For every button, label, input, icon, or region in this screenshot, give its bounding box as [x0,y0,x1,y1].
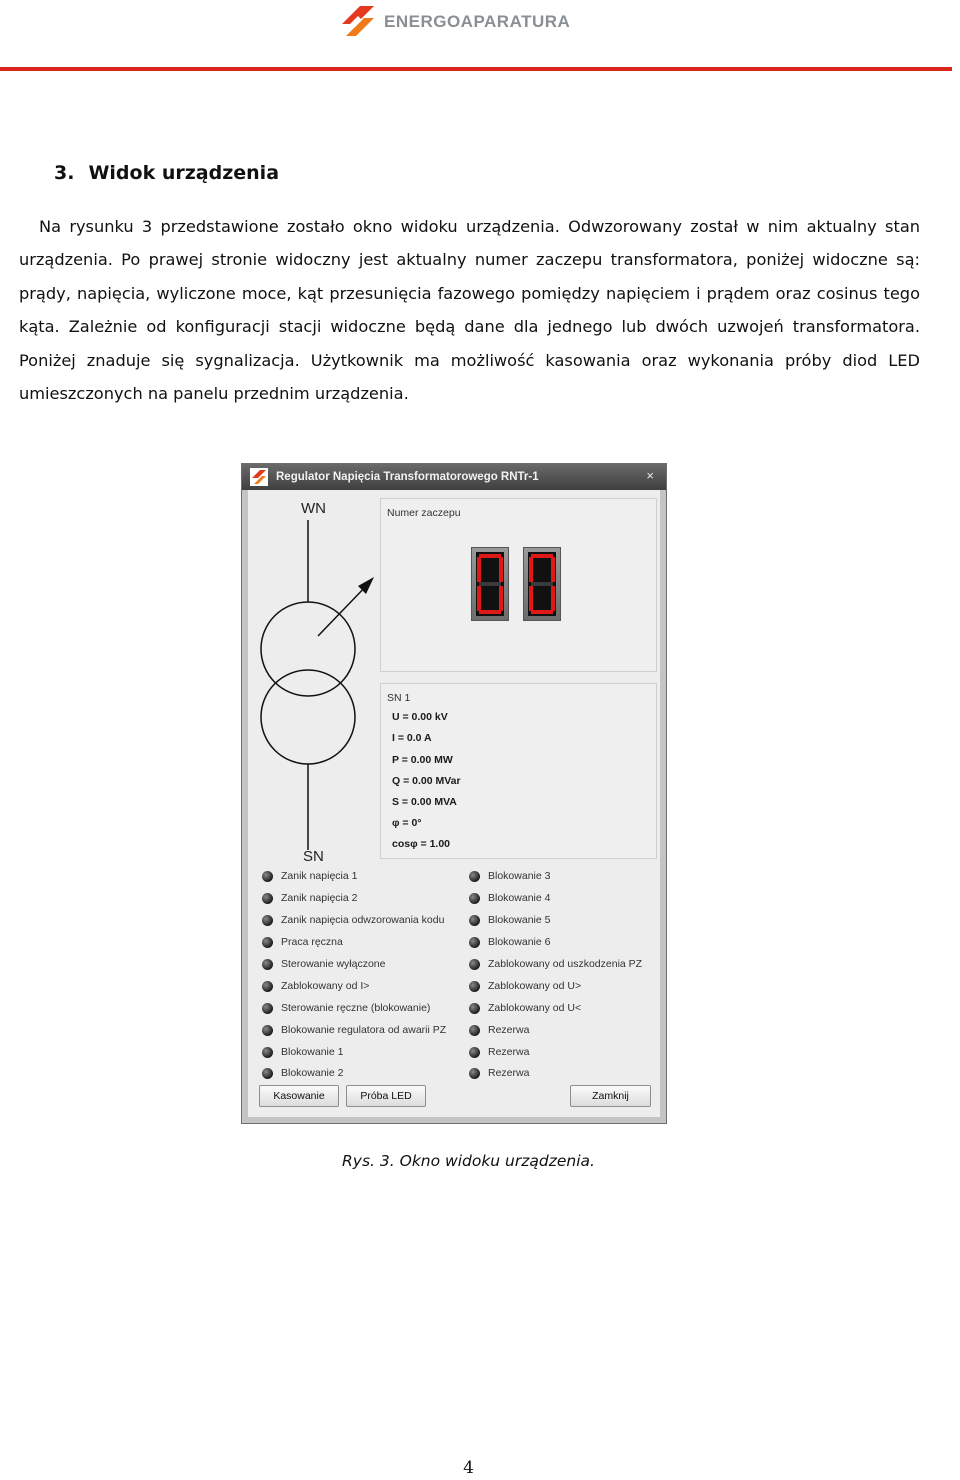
led-icon [262,871,273,882]
page-number: 4 [463,1458,474,1478]
window-titlebar [242,464,666,490]
led-label: Zablokowany od uszkodzenia PZ [488,958,643,970]
led-label: Blokowanie 1 [281,1046,344,1058]
seven-segment-icon [472,548,508,620]
reset-button[interactable]: Kasowanie [259,1085,339,1107]
led-label: Zanik napięcia 2 [281,892,358,904]
phase-angle-value: φ = 0° [392,817,422,829]
led-indicator [262,913,444,927]
apparent-power-value: S = 0.00 MVA [392,796,457,808]
led-test-button[interactable]: Próba LED [346,1085,426,1107]
app-icon [250,468,268,486]
section-heading [54,162,279,184]
hv-side-label: WN [301,500,326,517]
led-indicator [469,979,581,993]
led-indicator [469,869,550,883]
close-icon[interactable]: × [646,468,654,483]
section-number: 3. [54,162,75,184]
led-indicator [262,1045,343,1059]
led-indicator [469,935,550,949]
led-icon [469,1003,480,1014]
window-title: Regulator Napięcia Transformatorowego RNTr-1 [276,471,539,483]
led-icon [469,981,480,992]
led-label: Rezerwa [488,1024,530,1036]
device-view-window [241,463,667,1124]
transformer-symbol-icon [248,490,388,870]
led-icon [262,1068,273,1079]
tap-digit-tens [471,547,509,621]
led-label: Sterowanie wyłączone [281,958,386,970]
led-label: Blokowanie 3 [488,870,551,882]
led-icon [262,915,273,926]
led-icon [469,871,480,882]
sn1-measurements-group [380,683,657,859]
led-icon [262,893,273,904]
tap-group-title: Numer zaczepu [387,507,461,519]
led-indicator [262,1066,343,1080]
led-label: Blokowanie 2 [281,1067,344,1079]
led-label: Zanik napięcia odwzorowania kodu [281,914,445,926]
led-indicator [469,1001,581,1015]
led-icon [262,1047,273,1058]
mv-side-label: SN [303,848,324,865]
reactive-power-value: Q = 0.00 MVar [392,775,461,787]
led-indicator [469,913,550,927]
body-text [19,210,920,410]
led-indicator [262,891,357,905]
header-rule [0,67,952,71]
led-icon [469,1068,480,1079]
led-icon [469,915,480,926]
led-icon [262,1025,273,1036]
led-indicator [469,957,642,971]
led-indicator [262,1001,430,1015]
power-factor-value: cosφ = 1.00 [392,838,451,850]
voltage-value: U = 0.00 kV [392,711,448,723]
body-paragraph: Na rysunku 3 przedstawione zostało okno widoku urządzenia. Odwzorowany został w nim aktualny stan urządzenia. Po prawej stronie widoczny jest aktualny numer zaczepu transformatora, poniżej widoczne są: prądy, napięcia, wyliczone moce, kąt przesunięcia fazowego pomiędzy napięciem i prądem oraz cosinus tego kąta. Zależnie od konfiguracji stacji widoczne będą dane dla jednego lub dwóch uzwojeń transformatora. Poniżej znaduje się sygnalizacja. Użytkownik ma możliwość kasowania oraz wykonania próby diod LED umieszczonych na panelu przednim urządzenia. [19,217,920,404]
tap-digit-units [523,547,561,621]
led-label: Zablokowany od U> [488,980,582,992]
led-icon [469,1025,480,1036]
led-indicator [262,957,385,971]
led-label: Zablokowany od U< [488,1002,582,1014]
led-icon [469,959,480,970]
active-power-value: P = 0.00 MW [392,754,453,766]
led-label: Zablokowany od I> [281,980,370,992]
led-label: Blokowanie regulatora od awarii PZ [281,1024,447,1036]
led-label: Zanik napięcia 1 [281,870,358,882]
led-label: Blokowanie 6 [488,936,551,948]
energoaparatura-logo-icon [338,2,378,42]
section-title: Widok urządzenia [88,162,280,184]
led-icon [469,893,480,904]
led-indicator [262,1023,446,1037]
figure-caption: Rys. 3. Okno widoku urządzenia. [342,1152,595,1170]
window-client-area [248,490,660,1117]
led-indicator [262,935,343,949]
led-label: Blokowanie 4 [488,892,551,904]
brand-logo [338,0,570,44]
led-indicator [469,891,550,905]
led-indicator [469,1066,529,1080]
led-indicator [262,979,369,993]
led-label: Blokowanie 5 [488,914,551,926]
sn1-group-title: SN 1 [387,692,411,704]
led-icon [262,1003,273,1014]
led-icon [262,981,273,992]
seven-segment-icon [524,548,560,620]
close-button[interactable]: Zamknij [570,1085,651,1107]
led-icon [262,937,273,948]
led-icon [262,959,273,970]
led-label: Rezerwa [488,1046,530,1058]
led-indicator [469,1023,529,1037]
led-indicator [262,869,357,883]
brand-name: ENERGOAPARATURA [384,12,571,31]
led-label: Sterowanie ręczne (blokowanie) [281,1002,431,1014]
led-icon [469,937,480,948]
led-label: Praca ręczna [281,936,343,948]
led-indicator [469,1045,529,1059]
led-label: Rezerwa [488,1067,530,1079]
tap-number-group [380,498,657,672]
led-icon [469,1047,480,1058]
current-value: I = 0.0 A [392,732,432,744]
